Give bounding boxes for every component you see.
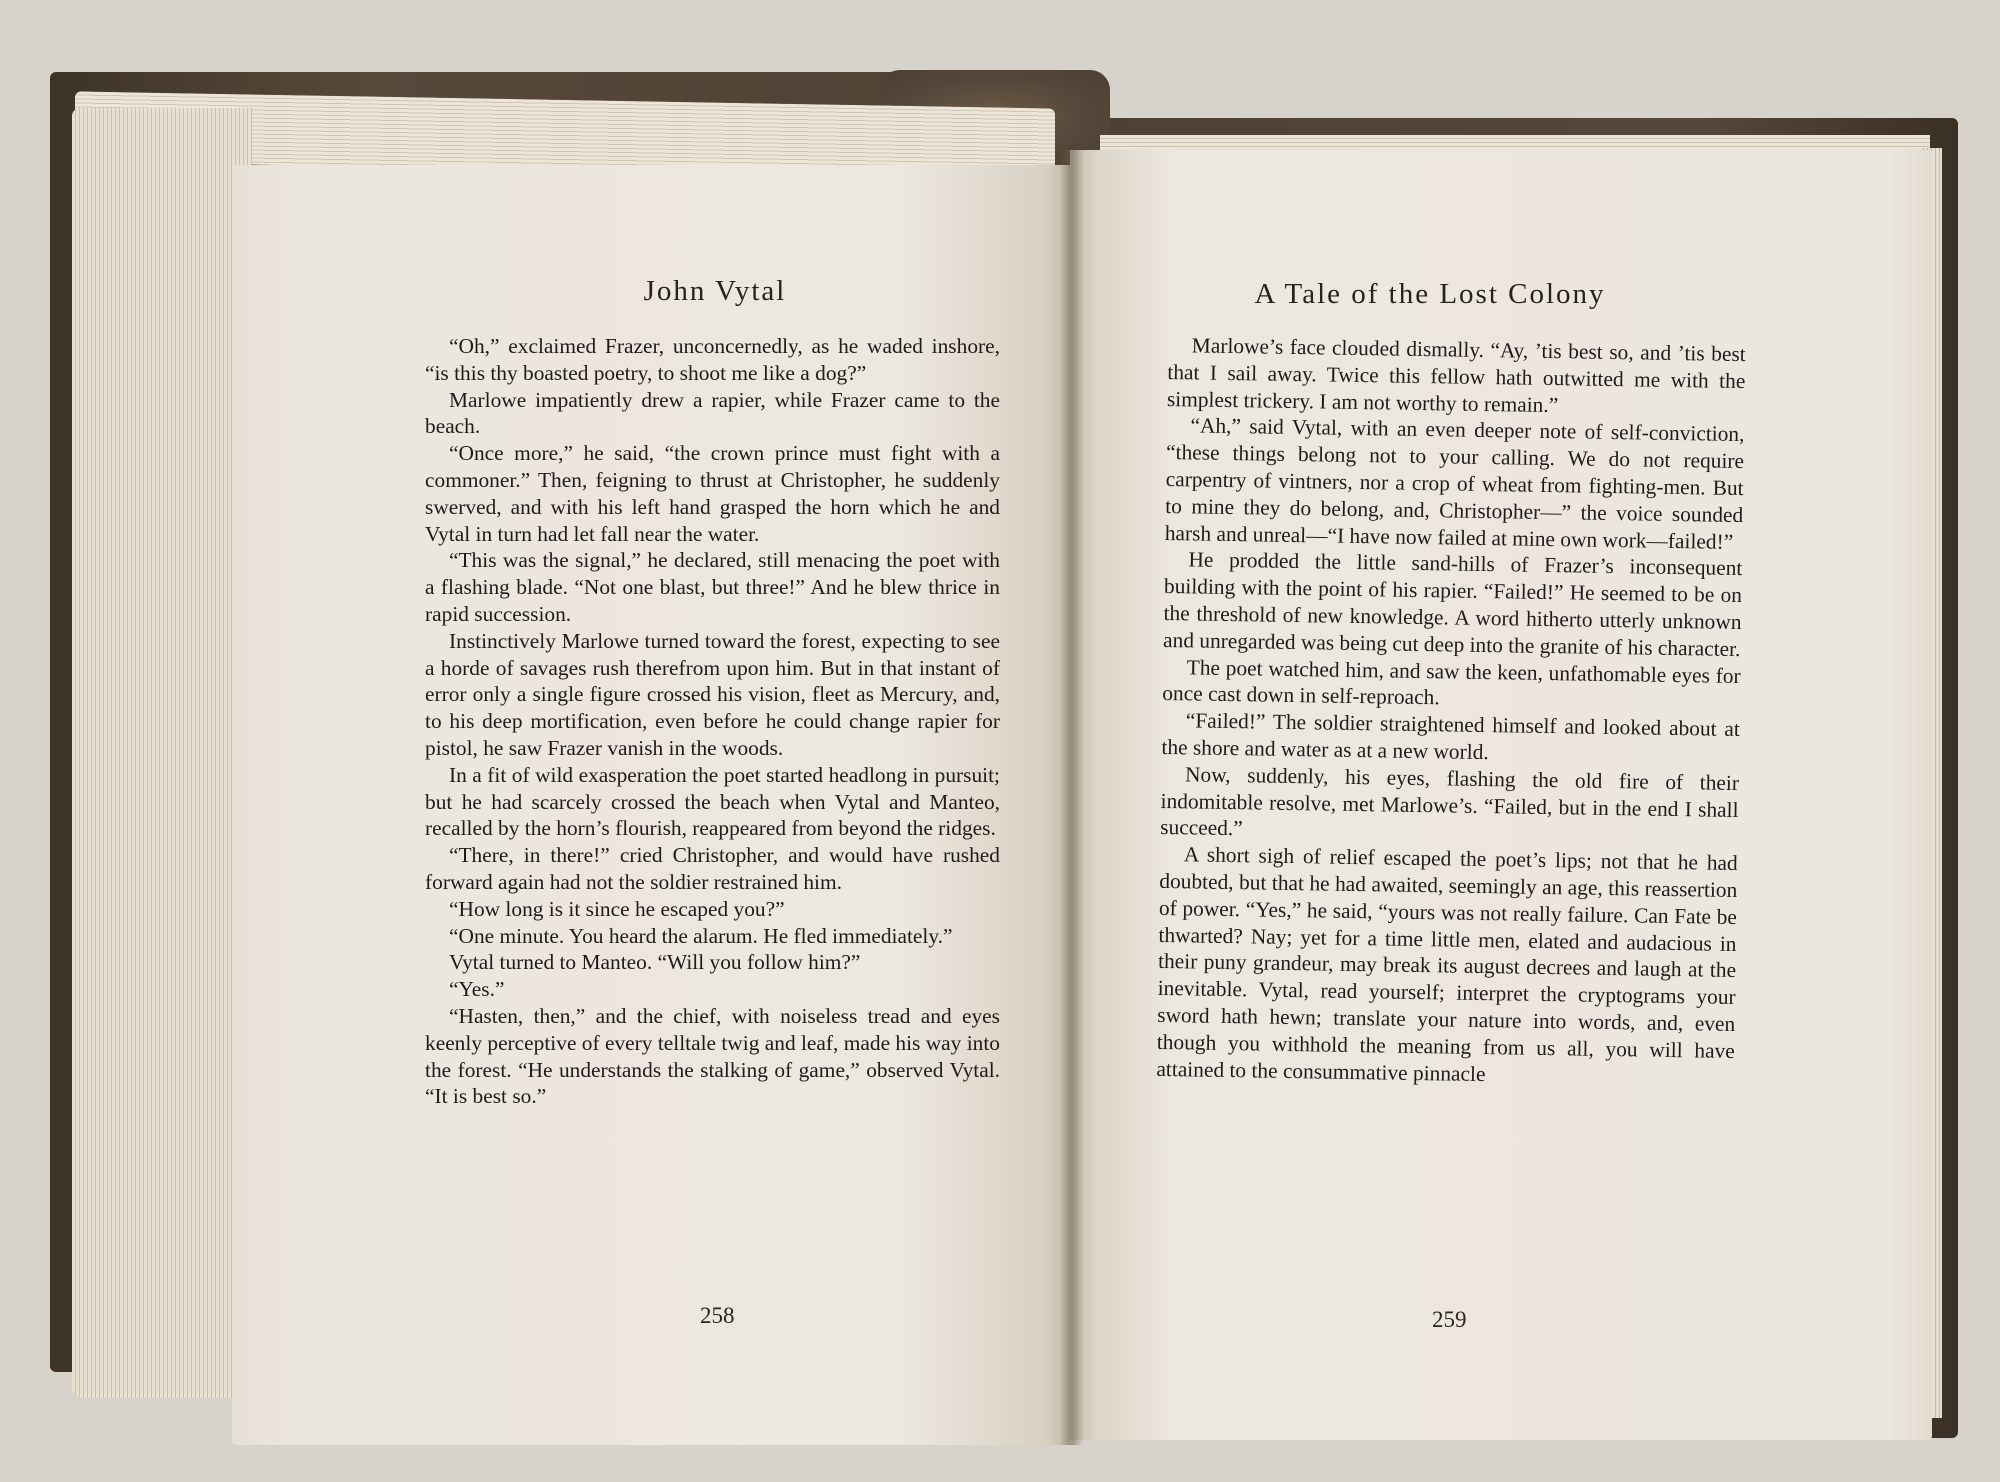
paragraph: “There, in there!” cried Christopher, and would have rushed forward again had not the soldier restrained him. — [425, 843, 1000, 894]
page-stack-left-edge — [72, 108, 252, 1398]
paragraph: A short sigh of relief escaped the poet’s lips; not that he had doubted, but that he had awaited, seemingly an age, this reassertion of power. “Yes,” he said, “yours was not really failure. Can Fate be thwarted? Nay; yet for a time little men, elated and audacious in their puny grandeur, may break its august decrees and laugh at the inevitable. Vytal, read yourself; interpret the cryptograms your sword hath hewn; translate your nature into words, and, even though you withhold the meaning from us all, you will have attained to the consummative pinnacle — [1156, 842, 1738, 1086]
book-gutter — [1060, 150, 1084, 1445]
right-text-block — [1156, 332, 1746, 1091]
paragraph: “Hasten, then,” and the chief, with noiseless tread and eyes keenly perceptive of every telltale twig and leaf, made his way into the forest. “He understands the stalking of game,” observed Vytal. “It is best so.” — [425, 1003, 1000, 1109]
paragraph: “How long is it since he escaped you?” — [449, 896, 785, 921]
paragraph: “Once more,” he said, “the crown prince must fight with a commoner.” Then, feigning to thrust at Christopher, he suddenly swerved, and with his left hand grasped the horn which he and Vytal in turn had let fall near the water. — [425, 441, 1000, 546]
right-running-head: A Tale of the Lost Colony — [1254, 278, 1606, 310]
paragraph: “Failed!” The soldier straightened himself and looked about at the shore and water as at a new world. — [1161, 708, 1741, 765]
paragraph: In a fit of wild exasperation the poet started headlong in pursuit; but he had scarcely crossed the beach when Vytal and Manteo, recalled by the horn’s flourish, reappeared from beyond the ridges. — [425, 762, 1000, 841]
right-page-number: 259 — [1432, 1307, 1467, 1332]
left-text-block — [425, 333, 1000, 1110]
left-page-number: 258 — [700, 1303, 735, 1328]
paragraph: “Yes.” — [449, 977, 505, 1002]
paragraph: He prodded the little sand-hills of Frazer’s inconsequent building with the point of his rapier. “Failed!” He seemed to be on the threshold of new knowledge. A word hitherto utterly unknown and unregarded was being cut deep into the granite of his character. — [1162, 547, 1743, 661]
paragraph: “This was the signal,” he declared, still menacing the poet with a flashing blade. “Not one blast, but three!” And he blew thrice in rapid succession. — [425, 548, 1000, 626]
paragraph: “Ah,” said Vytal, with an even deeper note of self-conviction, “these things belong not to your calling. We do not require carpentry of vintners, nor a crop of wheat from fighting-men. But to mine they do belong, and, Christopher—” the voice sounded harsh and unreal—“I have now failed at mine own work—failed!” — [1164, 413, 1745, 554]
paragraph: The poet watched him, and saw the keen, unfathomable eyes for once cast down in self-reproach. — [1162, 654, 1741, 710]
paragraph: Instinctively Marlowe turned toward the forest, expecting to see a horde of savages rush therefrom upon him. But in that instant of error only a single figure crossed his vision, fleet as Mercury, and, to his deep mortification, even before he could change rapier for pistol, he saw Frazer vanish in the woods. — [425, 628, 1000, 760]
paragraph: Marlowe impatiently drew a rapier, while Frazer came to the beach. — [425, 387, 1000, 439]
paragraph: “Oh,” exclaimed Frazer, unconcernedly, as he waded inshore, “is this thy boasted poetry, to shoot me like a dog?” — [425, 334, 1000, 385]
left-running-head: John Vytal — [643, 275, 787, 307]
paragraph: Now, suddenly, his eyes, flashing the old fire of their indomitable resolve, met Marlowe’s. “Failed, but in the end I shall succeed.” — [1160, 762, 1740, 841]
paragraph: Vytal turned to Manteo. “Will you follow him?” — [449, 950, 861, 975]
paragraph: “One minute. You heard the alarum. He fled immediately.” — [449, 923, 953, 948]
paragraph: Marlowe’s face clouded dismally. “Ay, ’tis best so, and ’tis best that I sail away. Twice this fellow hath outwitted me with the simplest trickery. I am not worthy to remain.” — [1166, 333, 1746, 417]
